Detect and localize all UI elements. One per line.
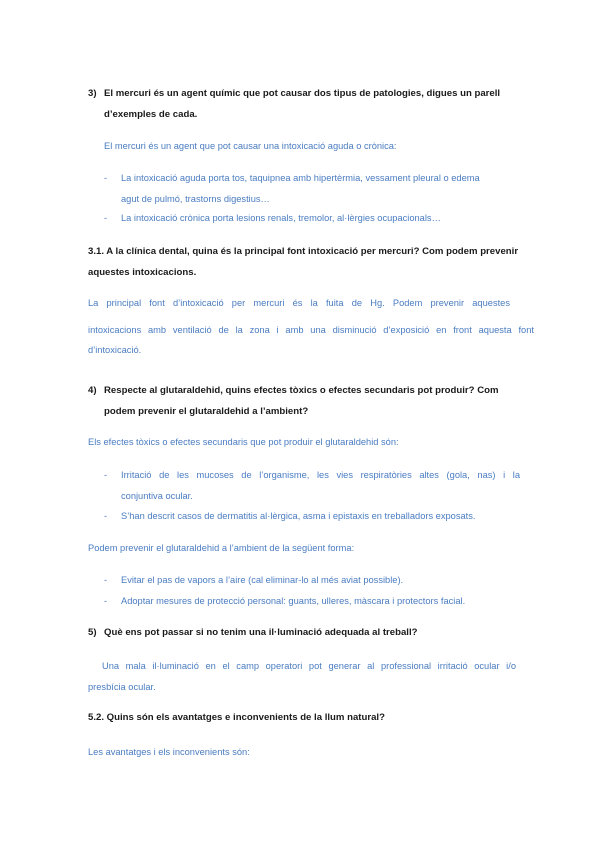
bullet-marker: - <box>104 575 108 585</box>
bullet-marker: - <box>104 173 108 183</box>
list-item <box>104 506 520 527</box>
bullet-marker: - <box>104 213 108 223</box>
question-number: 5) <box>88 627 97 638</box>
list-item-line1: S’han descrit casos de dermatitis al·lèrgica, asma i epistaxis en treballadors exposats. <box>121 511 476 521</box>
question-text-line2: d’exemples de cada. <box>104 109 198 120</box>
question-3 <box>88 83 528 125</box>
answer-3-1-line3: d’intoxicació. <box>88 345 142 355</box>
question-5-2 <box>88 707 528 728</box>
answer-3-1-line1: La principal font d’intoxicació per mercuri és la fuita de Hg. Podem prevenir aquestes <box>88 298 510 308</box>
list-item-line2: conjuntiva ocular. <box>121 491 193 501</box>
question-4 <box>88 380 528 422</box>
answer-4-prevention: Podem prevenir el glutaraldehid a l’ambient de la següent forma: <box>88 543 355 553</box>
question-text-line2: aquestes intoxicacions. <box>88 267 197 278</box>
question-5 <box>88 622 528 643</box>
list-item <box>104 168 520 210</box>
answer-5-2: Les avantatges i els inconvenients són: <box>88 747 250 757</box>
list-item-line1: La intoxicació crònica porta lesions renals, tremolor, al·lèrgies ocupacionals… <box>121 213 441 223</box>
answer-3-1-line2: intoxicacions amb ventilació de la zona i amb una disminució d’exposició en front aquesta font <box>88 325 534 335</box>
list-item-line1: Adoptar mesures de protecció personal: guants, ulleres, màscara i protectors facial. <box>121 596 466 606</box>
list-item-line1: La intoxicació aguda porta tos, taquipnea amb hipertèrmia, vessament pleural o edema <box>121 173 480 183</box>
question-3-1 <box>88 241 528 283</box>
list-item-line1: Irritació de les mucoses de l’organisme, les vies respiratòries altes (gola, nas) i la <box>121 470 520 480</box>
bullet-marker: - <box>104 470 108 480</box>
question-text-line1: 3.1. A la clínica dental, quina és la principal font intoxicació per mercuri? Com podem prevenir <box>88 246 519 257</box>
answer-4-intro: Els efectes tòxics o efectes secundaris que pot produir el glutaraldehid són: <box>88 437 399 447</box>
answer-3: El mercuri és un agent que pot causar una intoxicació aguda o crònica: <box>104 141 397 151</box>
question-text-line1: El mercuri és un agent químic que pot causar dos tipus de patologies, digues un parell <box>104 88 501 99</box>
answer-5-line1: Una mala il·luminació en el camp operatori pot generar al professional irritació ocular i/o <box>102 661 516 671</box>
list-item <box>104 465 520 507</box>
list-item-line1: Evitar el pas de vapors a l’aire (cal eliminar-lo al més aviat possible). <box>121 575 404 585</box>
list-item-line2: agut de pulmó, trastorns digestius… <box>121 194 270 204</box>
list-item <box>104 208 520 229</box>
question-text-line1: Respecte al glutaraldehid, quins efectes tòxics o efectes secundaris pot produir? Com <box>104 385 499 396</box>
question-text-line1: Què ens pot passar si no tenim una il·luminació adequada al treball? <box>104 627 418 638</box>
question-number: 3) <box>88 88 97 99</box>
question-number: 4) <box>88 385 97 396</box>
list-item <box>104 591 520 612</box>
bullet-marker: - <box>104 511 108 521</box>
question-text-line1: 5.2. Quins són els avantatges e inconvenients de la llum natural? <box>88 712 385 723</box>
bullet-marker: - <box>104 596 108 606</box>
question-text-line2: podem prevenir el glutaraldehid a l’ambient? <box>104 406 309 417</box>
answer-5-line2: presbícia ocular. <box>88 682 156 692</box>
list-item <box>104 570 520 591</box>
